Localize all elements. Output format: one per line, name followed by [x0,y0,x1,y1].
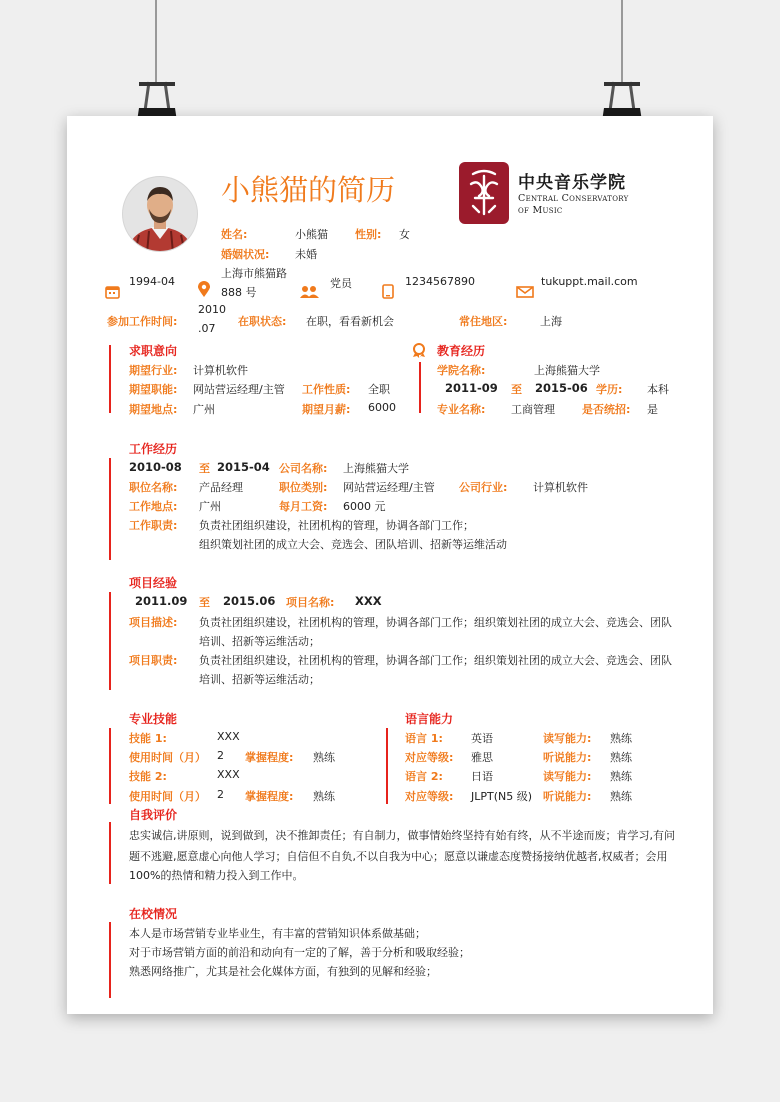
languages-accent-bar [386,728,388,804]
education-accent-bar [419,362,421,413]
skills-title: 专业技能 [129,712,178,726]
education-unified-value: 是 [647,403,658,416]
intent-title: 求职意向 [129,344,178,358]
name-label: 姓名: [221,228,248,241]
education-degree-label: 学历: [596,383,623,396]
lang-1-label: 语言 1: [405,732,443,745]
work-industry-value: 计算机软件 [533,481,588,494]
politics-value: 党员 [330,277,352,290]
work-title: 工作经历 [129,442,178,456]
skill-1-time-value: 2 [217,749,224,762]
lang-1-rw-value: 熟练 [610,732,632,745]
intent-salary-label: 期望月薪: [302,403,351,416]
mail-icon [516,286,534,298]
lang-1-rw-label: 读写能力: [543,732,592,745]
project-to: 至 [199,596,210,609]
gender-value: 女 [399,228,410,241]
lang-2-ls-value: 熟练 [610,790,632,803]
skill-1-value: XXX [217,730,240,743]
status-label: 在职状态: [238,315,287,328]
education-start: 2011-09 [445,381,498,395]
project-name-label: 项目名称: [286,596,335,609]
avatar [121,175,199,253]
project-duty-line-2: 培训、招新等运维活动； [199,673,320,686]
skill-1-time-label: 使用时间（月） [129,751,206,764]
intent-position-label: 期望职能: [129,383,178,396]
lang-1-cert-label: 对应等级: [405,751,454,764]
project-desc-label: 项目描述: [129,616,178,629]
work-start-label: 参加工作时间: [107,315,178,328]
address-line-1: 上海市熊猫路 [221,267,287,280]
skills-accent-bar [109,728,111,804]
work-to: 至 [199,462,210,475]
work-category-label: 职位类别: [279,481,328,494]
work-location-label: 工作地点: [129,500,178,513]
work-title-label: 职位名称: [129,481,178,494]
lang-2-cert-label: 对应等级: [405,790,454,803]
marital-label: 婚姻状况: [221,248,270,261]
project-name-value: XXX [355,594,382,608]
email-value: tukuppt.mail.com [541,275,638,288]
lang-2-value: 日语 [471,770,493,783]
party-icon [300,285,319,298]
intent-accent-bar [109,345,111,413]
work-location-value: 广州 [199,500,221,513]
lang-1-cert-value: 雅思 [471,751,493,764]
self-eval-title: 自我评价 [129,808,178,822]
lang-2-label: 语言 2: [405,770,443,783]
residence-label: 常住地区: [459,315,508,328]
name-value: 小熊猫 [295,228,328,241]
intent-industry-value: 计算机软件 [193,364,248,377]
work-company-label: 公司名称: [279,462,328,475]
work-salary-label: 每月工资: [279,500,328,513]
location-pin-icon [198,281,210,297]
lang-2-rw-label: 读写能力: [543,770,592,783]
intent-position-value: 网站营运经理/主管 [193,383,285,396]
project-desc-line-1: 负责社团组织建设，社团机构的管理，协调各部门工作；组织策划社团的成立大会、竞选会、团队 [199,616,672,629]
phone-value: 1234567890 [405,275,475,288]
skill-1-level-value: 熟练 [313,751,335,764]
skill-2-value: XXX [217,768,240,781]
binder-clip-right-icon [592,0,652,135]
status-value: 在职，看看新机会 [306,315,394,328]
campus-line-3: 熟悉网络推广，尤其是社会化媒体方面，有独到的见解和经验； [129,965,437,978]
marital-value: 未婚 [295,248,317,261]
education-unified-label: 是否统招: [582,403,631,416]
intent-industry-label: 期望行业: [129,364,178,377]
project-end: 2015.06 [223,594,276,608]
skill-2-level-label: 掌握程度: [245,790,294,803]
skill-2-time-value: 2 [217,788,224,801]
project-accent-bar [109,592,111,690]
education-degree-value: 本科 [647,383,669,396]
lang-1-ls-value: 熟练 [610,751,632,764]
education-major-value: 工商管理 [511,403,555,416]
lang-2-rw-value: 熟练 [610,770,632,783]
project-duty-label: 项目职责: [129,654,178,667]
skill-2-time-label: 使用时间（月） [129,790,206,803]
intent-nature-value: 全职 [368,383,390,396]
work-category-value: 网站营运经理/主管 [343,481,435,494]
work-industry-label: 公司行业: [459,481,508,494]
project-duty-line-1: 负责社团组织建设，社团机构的管理，协调各部门工作；组织策划社团的成立大会、竞选会、团队 [199,654,672,667]
gender-label: 性别: [355,228,382,241]
campus-line-1: 本人是市场营销专业毕业生，有丰富的营销知识体系做基础； [129,927,426,940]
address-line-2: 888 号 [221,286,257,299]
birth-value: 1994-04 [129,275,175,288]
residence-value: 上海 [540,315,562,328]
work-company-value: 上海熊猫大学 [343,462,409,475]
education-major-label: 专业名称: [437,403,486,416]
school-name-cn: 中央音乐学院 [518,173,626,193]
lang-2-cert-value: JLPT(N5 级) [471,790,533,803]
work-salary-value: 6000 元 [343,500,386,513]
phone-icon [382,284,394,299]
work-duty-label: 工作职责: [129,519,178,532]
work-duty-line-1: 负责社团组织建设，社团机构的管理，协调各部门工作； [199,519,474,532]
project-start: 2011.09 [135,594,188,608]
campus-title: 在校情况 [129,907,178,921]
education-school-label: 学院名称: [437,364,486,377]
intent-nature-label: 工作性质: [302,383,351,396]
binder-clip-left-icon [127,0,187,135]
project-desc-line-2: 培训、招新等运维活动； [199,635,320,648]
calendar-icon [105,285,120,299]
school-name-en-1: Central Conservatory [518,193,629,204]
intent-location-value: 广州 [193,403,215,416]
school-name-en-2: of Music [518,205,563,216]
education-title: 教育经历 [437,344,486,358]
lang-1-ls-label: 听说能力: [543,751,592,764]
education-to: 至 [511,383,522,396]
work-start: 2010-08 [129,460,182,474]
skill-1-label: 技能 1: [129,732,167,745]
lang-1-value: 英语 [471,732,493,745]
work-end: 2015-04 [217,460,270,474]
campus-line-2: 对于市场营销方面的前沿和动向有一定的了解，善于分析和吸取经验； [129,946,470,959]
self-eval-line-1: 忠实诚信,讲原则，说到做到，决不推卸责任；有自制力，做事情始终坚持有始有终，从不半途而废；肯学习,有问 [129,829,675,842]
work-start-line-1: 2010 [198,303,226,316]
education-award-icon [411,342,427,358]
work-accent-bar [109,458,111,560]
work-duty-line-2: 组织策划社团的成立大会、竞选会、团队培训、招新等运维活动 [199,538,507,551]
self-eval-line-3: 100%的热情和精力投入到工作中。 [129,869,304,882]
school-seal-icon [459,162,509,224]
skill-2-label: 技能 2: [129,770,167,783]
skill-1-level-label: 掌握程度: [245,751,294,764]
education-school-value: 上海熊猫大学 [534,364,600,377]
self-eval-line-2: 题不逃避,愿意虚心向他人学习；自信但不自负,不以自我为中心；愿意以谦虚态度赞扬接纳优越者,权威者；会用 [129,850,668,863]
campus-accent-bar [109,922,111,998]
intent-salary-value: 6000 [368,401,396,414]
skill-2-level-value: 熟练 [313,790,335,803]
resume-title: 小熊猫的简历 [221,173,396,207]
work-title-value: 产品经理 [199,481,243,494]
lang-2-ls-label: 听说能力: [543,790,592,803]
intent-location-label: 期望地点: [129,403,178,416]
education-end: 2015-06 [535,381,588,395]
work-start-line-2: .07 [198,322,216,335]
project-title: 项目经验 [129,576,178,590]
self-eval-accent-bar [109,822,111,884]
languages-title: 语言能力 [405,712,454,726]
